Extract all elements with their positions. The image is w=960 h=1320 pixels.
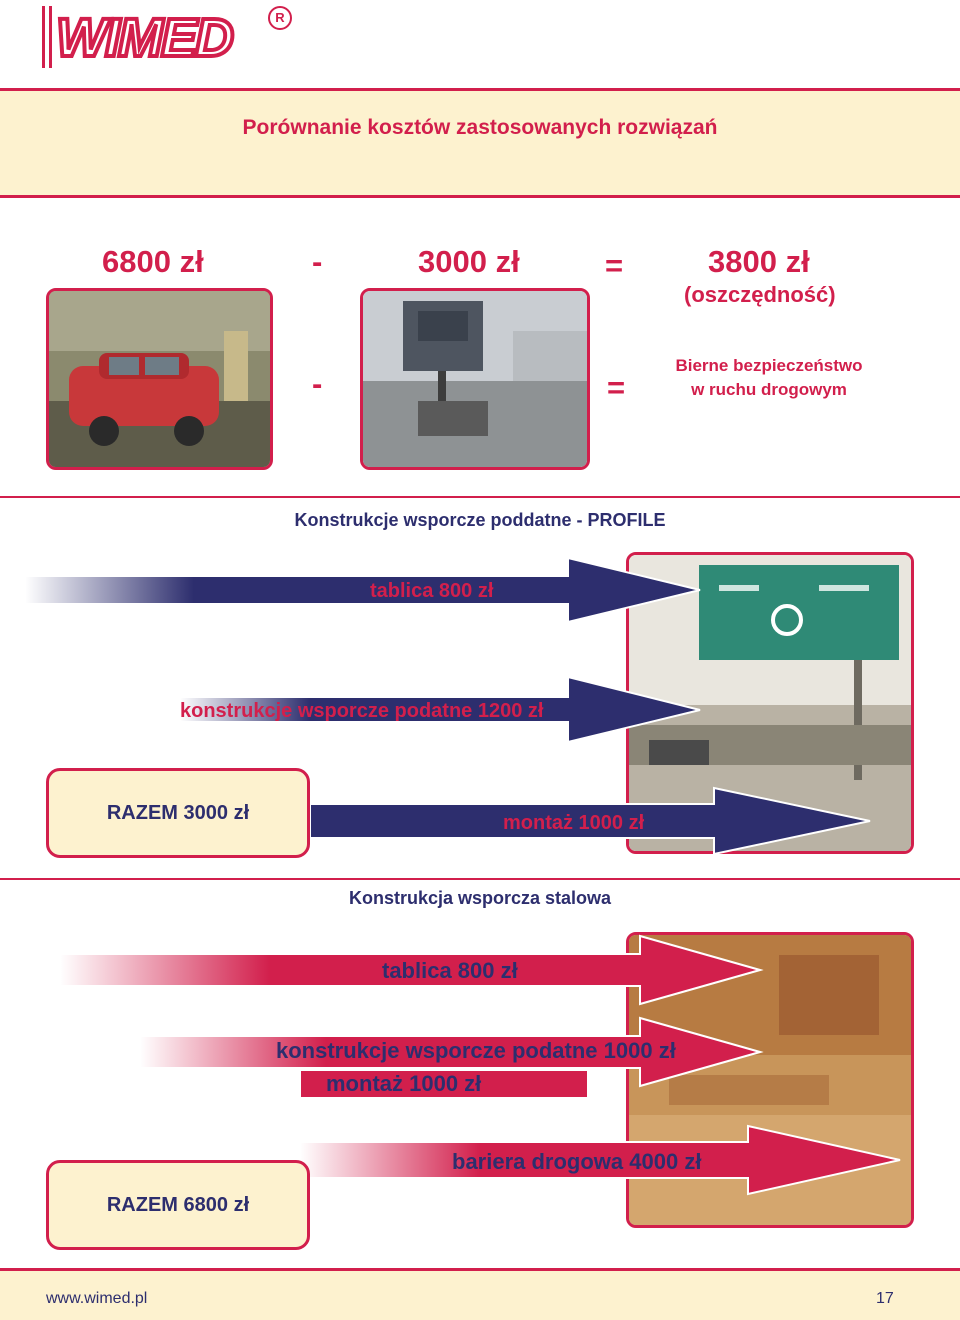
steel-arrow-konstrukcje-label: konstrukcje wsporcze podatne 1000 zł — [276, 1038, 676, 1063]
registered-mark: R — [268, 6, 292, 30]
title-banner — [0, 88, 960, 198]
equation-equals: = — [605, 248, 624, 283]
equation-result: 3800 zł — [708, 244, 810, 279]
steel-total-box — [46, 1160, 310, 1250]
steel-arrow-bariera-label: bariera drogowa 4000 zł — [452, 1149, 702, 1174]
brand-logo — [42, 4, 302, 70]
logo-graphic — [42, 4, 302, 70]
equation-left: 6800 zł — [102, 244, 204, 279]
arrow-shape-tablica — [25, 558, 700, 622]
footer-url[interactable]: www.wimed.pl — [46, 1290, 148, 1307]
sign-photo — [360, 288, 590, 470]
steel-arrow-tablica-label: tablica 800 zł — [382, 958, 518, 983]
equation-middle: 3000 zł — [418, 244, 520, 279]
photos-minus: - — [312, 366, 323, 401]
steel-arrow-montaz-label: montaż 1000 zł — [326, 1071, 482, 1096]
car-photo — [46, 288, 273, 470]
equation-minus: - — [312, 244, 323, 279]
profile-arrow-tablica-label: tablica 800 zł — [370, 580, 494, 602]
profile-total-box — [46, 768, 310, 858]
profile-arrow-konstrukcje-label: konstrukcje wsporcze podatne 1200 zł — [180, 700, 544, 722]
steel-total-label: RAZEM 6800 zł — [106, 1193, 250, 1216]
steel-section-title: Konstrukcja wsporcza stalowa — [348, 888, 612, 908]
divider-steel — [0, 878, 960, 880]
result-passive-safety-line2: w ruchu drogowym — [691, 380, 847, 399]
equation-result-note: (oszczędność) — [684, 282, 836, 307]
page-number: 17 — [876, 1290, 894, 1307]
result-passive-safety-line1: Bierne bezpieczeństwo — [675, 356, 863, 375]
profile-total-label: RAZEM 3000 zł — [106, 801, 250, 824]
divider-profile — [0, 496, 960, 498]
page-title: Porównanie kosztów zastosowanych rozwiązań — [242, 116, 718, 139]
photos-equals: = — [607, 370, 626, 405]
profile-arrow-montaz-label: montaż 1000 zł — [503, 812, 645, 834]
profile-section-title: Konstrukcje wsporcze poddatne - PROFILE — [294, 510, 666, 530]
svg-text:WIMED: WIMED — [56, 8, 232, 68]
